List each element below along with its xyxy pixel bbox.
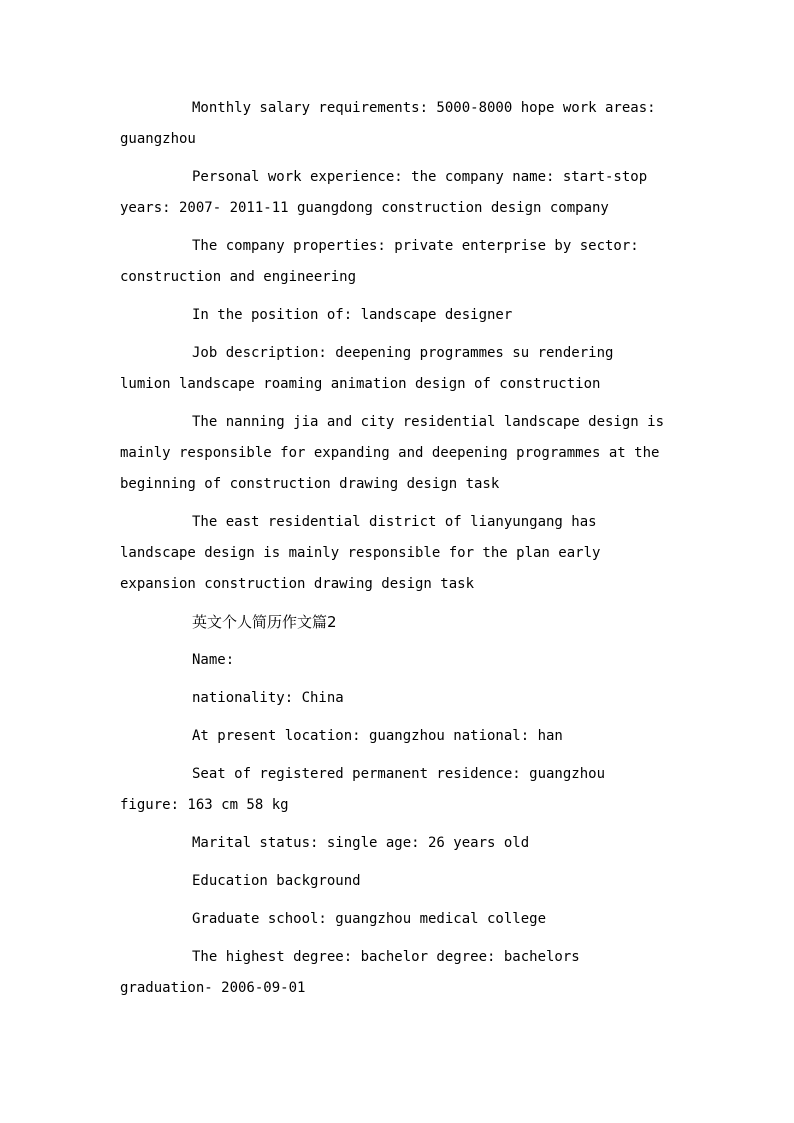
paragraph-location: At present location: guangzhou national: han — [192, 728, 563, 744]
paragraph-name: Name: — [192, 652, 235, 668]
document-body — [120, 93, 665, 1011]
paragraph-nationality: nationality: China — [192, 690, 344, 706]
paragraph-nanning-project: The nanning jia and city residential landscape design is mainly responsible for expanding and deepening programmes at the beginning of construction drawing design task — [120, 414, 665, 492]
paragraph-position: In the position of: landscape designer — [192, 307, 513, 323]
paragraph-company-properties: The company properties: private enterprise by sector: construction and engineering — [120, 238, 639, 285]
paragraph-highest-degree: The highest degree: bachelor degree: bachelors graduation- 2006-09-01 — [120, 949, 580, 996]
paragraph-education-background: Education background — [192, 873, 361, 889]
paragraph-salary-requirements: Monthly salary requirements: 5000-8000 hope work areas: guangzhou — [120, 100, 656, 147]
paragraph-graduate-school: Graduate school: guangzhou medical college — [192, 911, 547, 927]
paragraph-work-experience: Personal work experience: the company name: start-stop years: 2007- 2011-11 guangdong construction design company — [120, 169, 648, 216]
paragraph-job-description: Job description: deepening programmes su rendering lumion landscape roaming animation design of construction — [120, 345, 614, 392]
section-heading: 英文个人简历作文篇2 — [192, 613, 337, 631]
paragraph-lianyungang-project: The east residential district of lianyungang has landscape design is mainly responsible for the plan early expansion construction drawing design task — [120, 514, 601, 592]
paragraph-marital-status: Marital status: single age: 26 years old — [192, 835, 530, 851]
paragraph-residence: Seat of registered permanent residence: guangzhou figure: 163 cm 58 kg — [120, 766, 606, 813]
